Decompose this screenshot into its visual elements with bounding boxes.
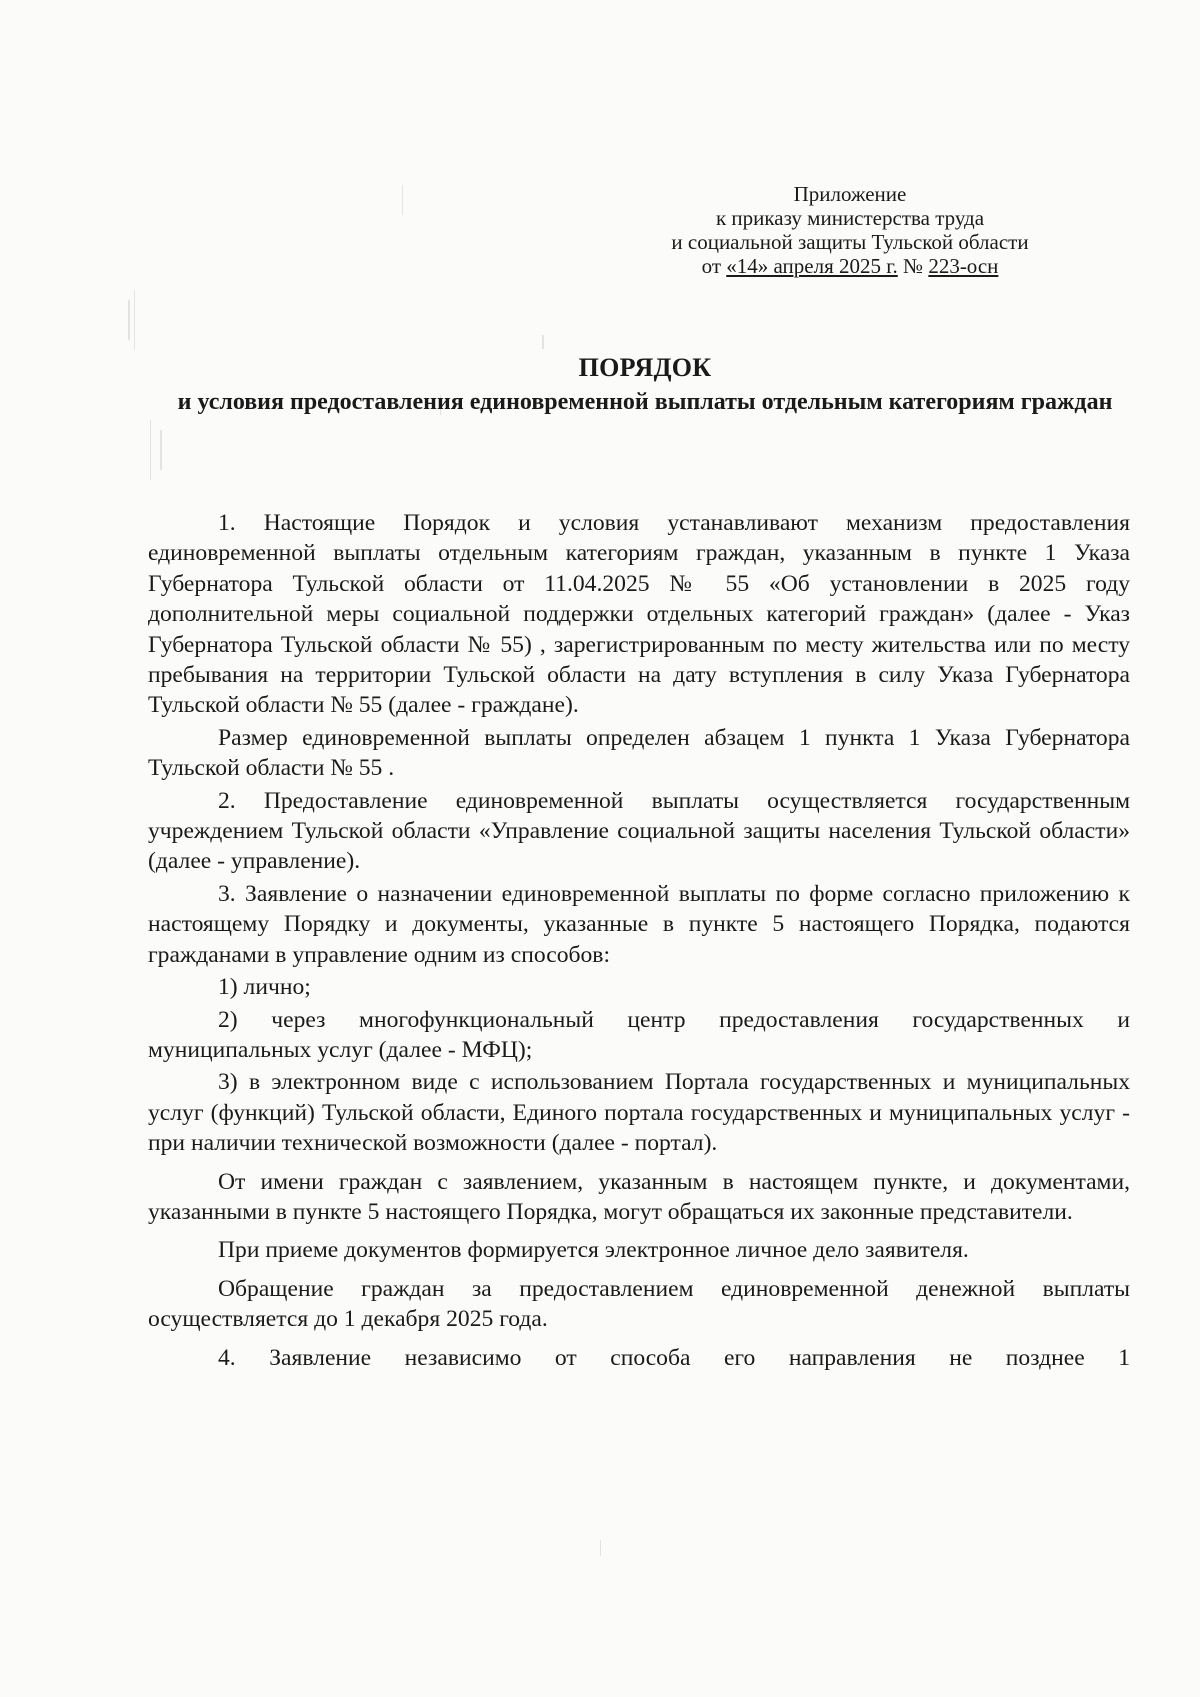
paragraph: От имени граждан с заявлением, указанным в настоящем пункте, и документами, указанными в пункте 5 настоящего Порядка, могут обращаться их законные представители. [148, 1168, 1130, 1225]
paragraph: 3. Заявление о назначении единовременной выплаты по форме согласно приложению к настоящему Порядку и документы, указанные в пункте 5 настоящего Порядка, подаются гражданами в управление одним из способов: [148, 880, 1130, 968]
paragraph: 4. Заявление независимо от способа его направления не позднее 1 [218, 1344, 1130, 1371]
scan-artifact [128, 300, 130, 340]
appendix-header [600, 182, 1100, 278]
paragraph: При приеме документов формируется электронное личное дело заявителя. [218, 1237, 969, 1264]
appendix-number: 223-осн [928, 254, 999, 278]
appendix-date: «14» апреля 2025 г. [726, 254, 898, 278]
scan-artifact [542, 335, 544, 349]
appendix-date-prefix: от [701, 254, 727, 278]
paragraph: Размер единовременной выплаты определен абзацем 1 пункта 1 Указа Губернатора Тульской области № 55 . [148, 724, 1130, 782]
paragraph: 3) в электронном виде с использованием Портала государственных и муниципальных услуг (функций) Тульской области, Единого портала государственных и муниципальных услуг - при наличии технической возможности (далее - портал). [148, 1069, 1130, 1157]
paragraph: 1) лично; [218, 974, 311, 1001]
appendix-line-3: и социальной защиты Тульской области [671, 230, 1029, 254]
paragraph: 2) через многофункциональный центр предоставления государственных и муниципальных услуг (далее - МФЦ); [148, 1006, 1130, 1063]
scan-artifact [134, 290, 135, 350]
appendix-line-2: к приказу министерства труда [715, 206, 985, 230]
appendix-line-4 [600, 254, 1100, 278]
paragraph: Обращение граждан за предоставлением единовременной денежной выплаты осуществляется до 1 декабря 2025 года. [148, 1275, 1130, 1333]
document-subtitle [150, 387, 1140, 418]
scan-artifact [160, 430, 162, 470]
appendix-number-sign: № [897, 254, 929, 278]
scan-artifact [402, 185, 403, 215]
scan-artifact [600, 1540, 601, 1556]
paragraph: 2. Предоставление единовременной выплаты осуществляется государственным учреждением Тульской области «Управление социальной защиты населения Тульской области» (далее - управление). [148, 787, 1130, 875]
document-body [148, 508, 1130, 1375]
paragraph: 1. Настоящие Порядок и условия устанавливают механизм предоставления единовременной выплаты отдельным категориям граждан, указанным в пункте 1 Указа Губернатора Тульской области от 11.04.2025 № 55 «Об установлении в 2025 году дополнительной меры социальной поддержки отдельных категорий граждан» (далее - Указ Губернатора Тульской области № 55) , зарегистрированным по месту жительства или по месту пребывания на территории Тульской области на дату вступления в силу Указа Губернатора Тульской области № 55 (далее - граждане). [148, 510, 1130, 719]
document-subtitle-text: и условия предоставления единовременной выплаты отдельным категориям граждан [177, 389, 1113, 415]
appendix-line-1: Приложение [793, 182, 907, 206]
scan-artifact [150, 420, 151, 480]
document-title: ПОРЯДОК [578, 353, 712, 382]
